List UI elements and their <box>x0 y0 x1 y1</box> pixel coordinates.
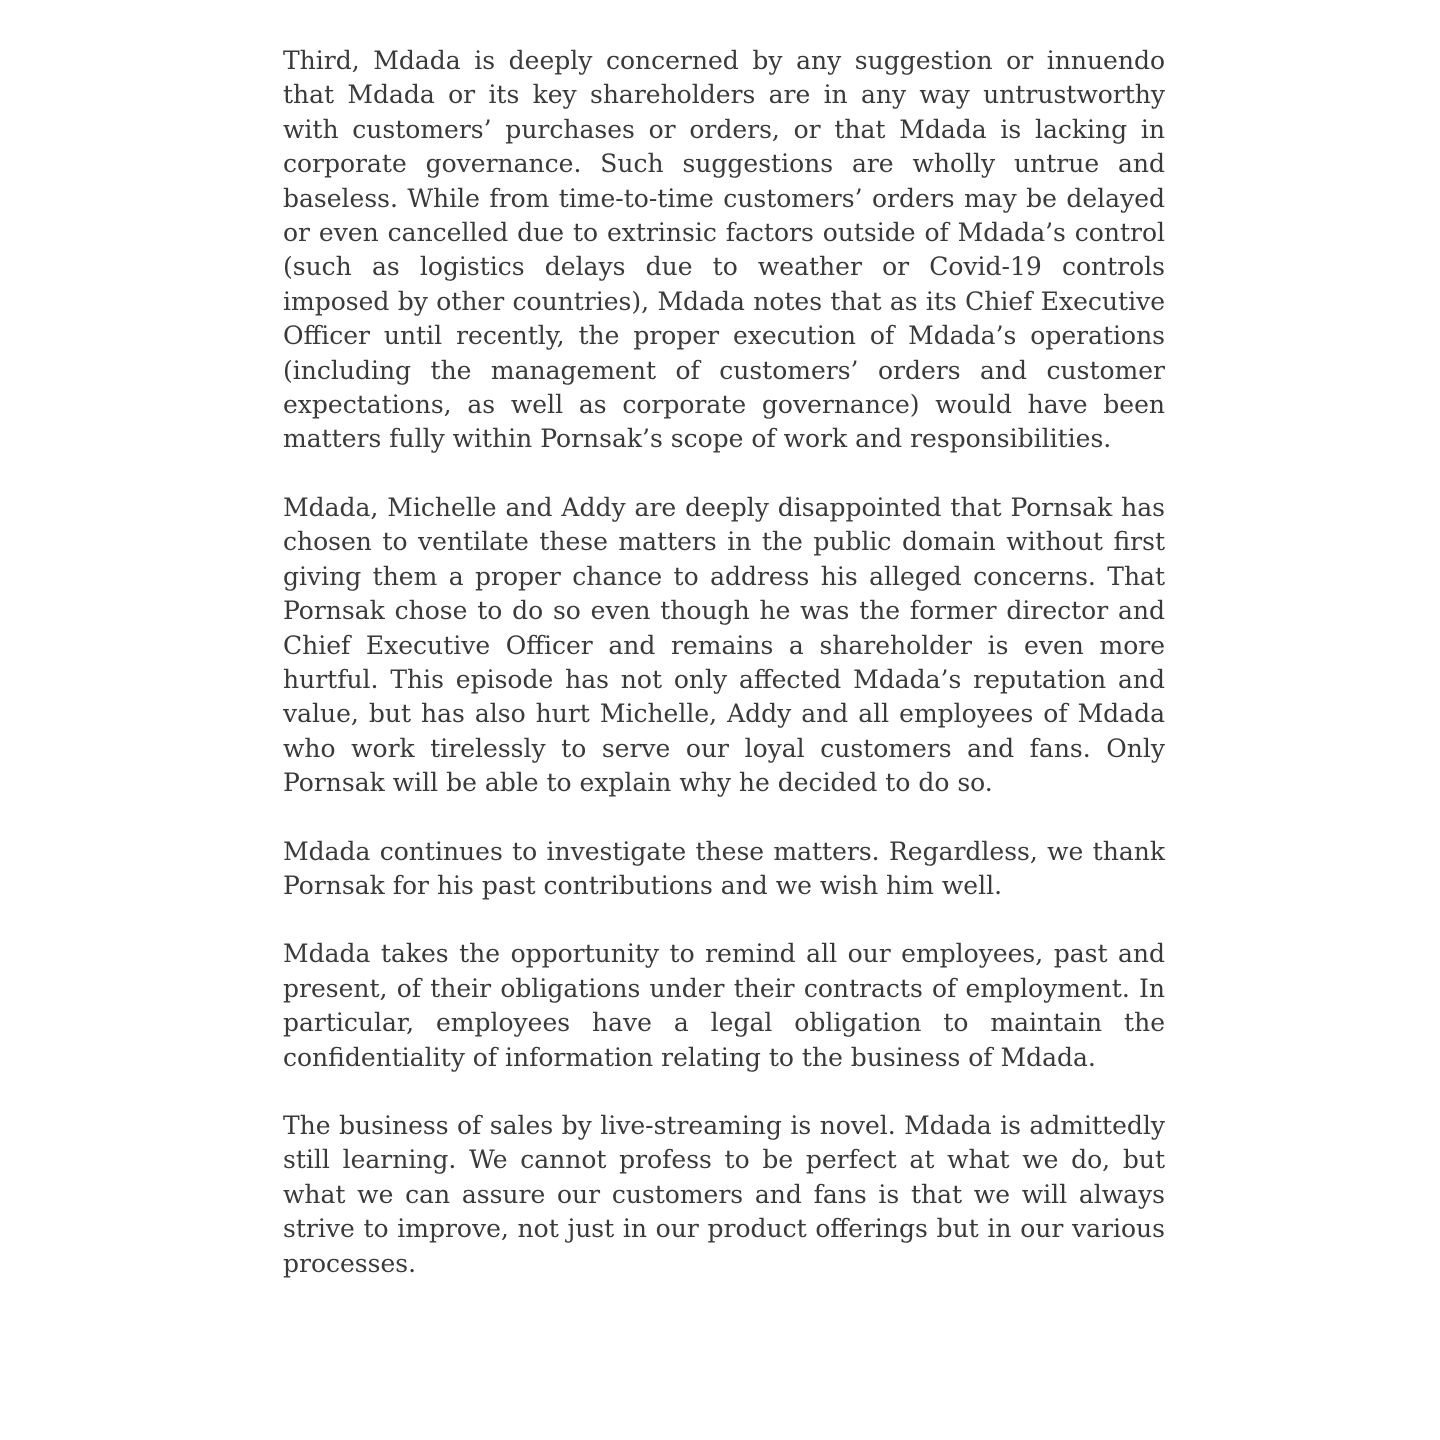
paragraph-investigation: Mdada continues to investigate these matters. Regardless, we thank Pornsak for his past contributions and we wish him well. <box>283 836 1165 900</box>
paragraph-disappointment: Mdada, Michelle and Addy are deeply disappointed that Pornsak has chosen to ventilate these matters in the public domain without first giving them a proper chance to address his alleged concerns. That Pornsak chose to do so even though he was the former director and Chief Executive Officer and remains a shareholder is even more hurtful. This episode has not only affected Mdada’s reputation and value, but has also hurt Michelle, Addy and all employees of Mdada who work tirelessly to serve our loyal customers and fans. Only Pornsak will be able to explain why he decided to do so. <box>283 492 1165 798</box>
paragraph-corporate-governance: Third, Mdada is deeply concerned by any suggestion or innuendo that Mdada or its key shareholders are in any way untrustworthy with customers’ purchases or orders, or that Mdada is lacking in corporate governance. Such suggestions are wholly untrue and baseless. While from time-to-time customers’ orders may be delayed or even cancelled due to extrinsic factors outside of Mdada’s control (such as logistics delays due to weather or Covid-19 controls imposed by other countries), Mdada notes that as its Chief Executive Officer until recently, the proper execution of Mdada’s operations (including the management of customers’ orders and customer expectations, as well as corporate governance) would have been matters fully within Pornsak’s scope of work and responsibilities. <box>283 46 1165 454</box>
statement-body <box>283 44 1165 1281</box>
paragraph-live-streaming: The business of sales by live-streaming is novel. Mdada is admittedly still learning. We cannot profess to be perfect at what we do, but what we can assure our customers and fans is that we will always strive to improve, not just in our product offerings but in our various processes. <box>283 1110 1165 1278</box>
paragraph-employee-obligations: Mdada takes the opportunity to remind all our employees, past and present, of their obligations under their contracts of employment. In particular, employees have a legal obligation to maintain the confidentiality of information relating to the business of Mdada. <box>283 939 1165 1072</box>
